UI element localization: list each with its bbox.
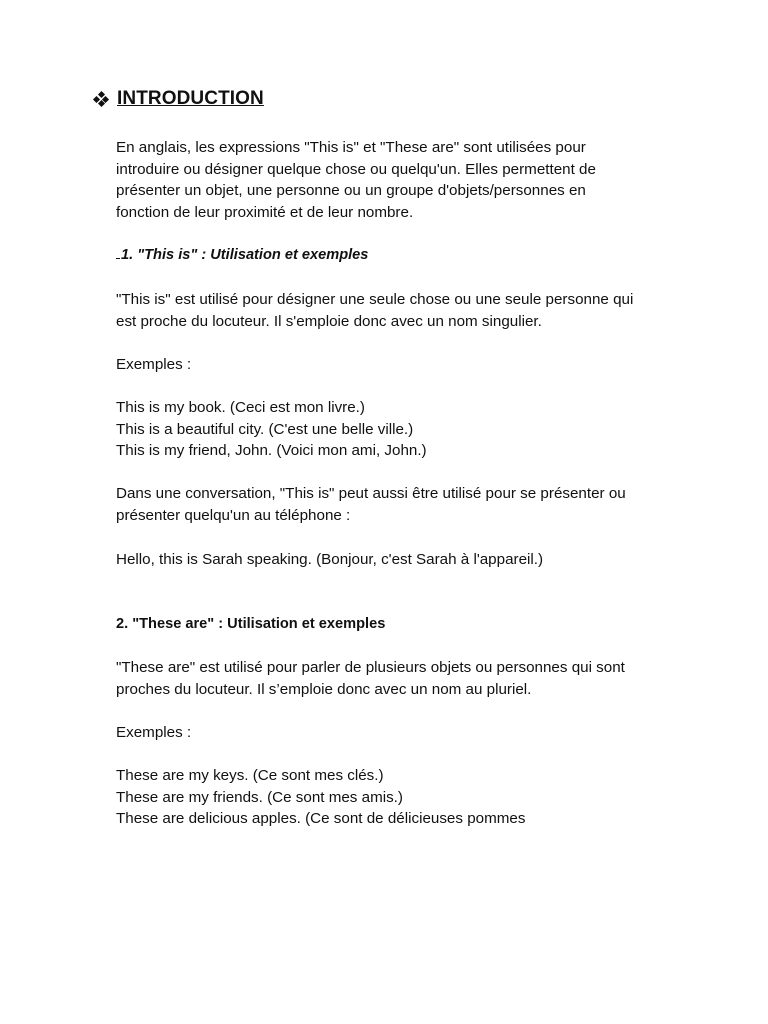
section1-examples bbox=[116, 397, 676, 462]
section2-description-line: "These are" est utilisé pour parler de plusieurs objets ou personnes qui sont bbox=[116, 659, 625, 676]
examples-label: Exemples : bbox=[116, 724, 192, 741]
example-line: This is a beautiful city. (C'est une belle ville.) bbox=[116, 420, 414, 438]
section1-description-line: est proche du locuteur. Il s'emploie donc avec un nom singulier. bbox=[116, 312, 542, 330]
section2-heading bbox=[116, 614, 676, 636]
introduction-heading bbox=[94, 88, 264, 110]
example-line: These are delicious apples. (Ce sont de délicieuses pommes bbox=[116, 810, 526, 828]
intro-paragraph bbox=[116, 137, 676, 223]
section1-title: 1. "This is" : Utilisation et exemples bbox=[121, 247, 369, 263]
example-line: This is my book. (Ceci est mon livre.) bbox=[116, 399, 365, 416]
intro-line: En anglais, les expressions "This is" et "These are" sont utilisées pour bbox=[116, 139, 586, 156]
example-line: These are my keys. (Ce sont mes clés.) bbox=[116, 767, 384, 784]
intro-line: fonction de leur proximité et de leur nombre. bbox=[116, 203, 414, 221]
section2-description-line: proches du locuteur. Il s’emploie donc avec un nom au pluriel. bbox=[116, 680, 532, 698]
section1-description bbox=[116, 289, 676, 332]
section2-examples bbox=[116, 765, 676, 830]
example-line: This is my friend, John. (Voici mon ami, John.) bbox=[116, 442, 427, 460]
examples-label: Exemples : bbox=[116, 356, 192, 373]
section1-examples-label bbox=[116, 354, 676, 376]
diamond-bullet-icon bbox=[94, 92, 108, 106]
anchor-mark-icon bbox=[116, 256, 120, 259]
section2-title: 2. "These are" : Utilisation et exemples bbox=[116, 616, 386, 632]
phone-example-line: Hello, this is Sarah speaking. (Bonjour, c'est Sarah à l'appareil.) bbox=[116, 551, 544, 568]
intro-line: présenter un objet, une personne ou un groupe d'objets/personnes en bbox=[116, 182, 586, 200]
conversation-line: présenter quelqu'un au téléphone : bbox=[116, 506, 351, 524]
page-title: INTRODUCTION bbox=[117, 88, 264, 109]
section1-heading bbox=[116, 245, 676, 267]
example-line: These are my friends. (Ce sont mes amis.) bbox=[116, 788, 403, 806]
section2-examples-label bbox=[116, 722, 676, 744]
conversation-line: Dans une conversation, "This is" peut aussi être utilisé pour se présenter ou bbox=[116, 485, 626, 502]
section2-description bbox=[116, 657, 676, 700]
intro-line: introduire ou désigner quelque chose ou quelqu'un. Elles permettent de bbox=[116, 160, 596, 178]
section1-phone-example bbox=[116, 549, 676, 571]
section1-conversation bbox=[116, 483, 676, 526]
section1-description-line: "This is" est utilisé pour désigner une seule chose ou une seule personne qui bbox=[116, 291, 634, 308]
